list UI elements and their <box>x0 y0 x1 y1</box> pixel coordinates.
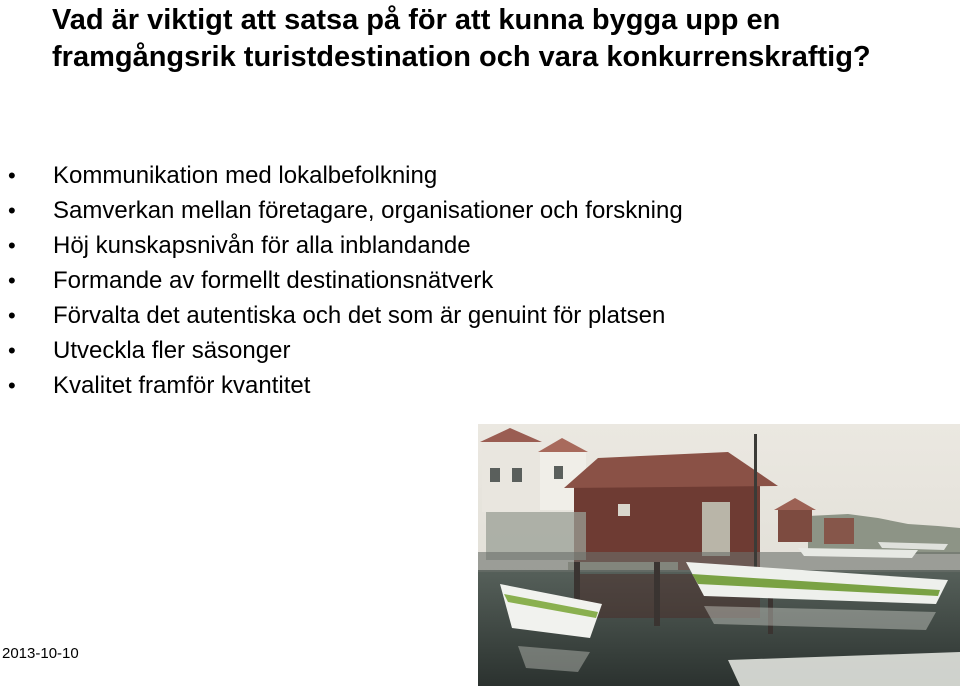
bullet-item <box>0 337 720 365</box>
bullet-text: Höj kunskapsnivån för alla inblandande <box>53 232 471 259</box>
harbor-photo <box>478 424 960 686</box>
bullet-item <box>0 267 720 295</box>
bullet-text: Förvalta det autentiska och det som är genuint för platsen <box>53 302 666 329</box>
bullet-item <box>0 232 720 260</box>
bullet-dot-icon: • <box>8 338 16 363</box>
bullet-text: Samverkan mellan företagare, organisationer och forskning <box>53 197 683 224</box>
bullet-text: Kommunikation med lokalbefolkning <box>53 162 438 189</box>
bullet-dot-icon: • <box>8 303 16 328</box>
bullet-item <box>0 372 720 400</box>
bullet-dot-icon: • <box>8 268 16 293</box>
bullet-dot-icon: • <box>8 233 16 258</box>
bullet-dot-icon: • <box>8 373 16 398</box>
bullet-dot-icon: • <box>8 163 16 188</box>
bullet-text: Utveckla fler säsonger <box>53 337 291 364</box>
bullet-dot-icon: • <box>8 198 16 223</box>
slide-title: Vad är viktigt att satsa på för att kunna bygga upp en framgångsrik turistdestination och vara konkurrenskraftig? <box>52 4 871 73</box>
bullet-item <box>0 302 720 330</box>
bullet-item <box>0 197 720 225</box>
bullet-text: Formande av formellt destinationsnätverk <box>53 267 494 294</box>
slide-date: 2013-10-10 <box>2 645 79 662</box>
bullet-item <box>0 162 720 190</box>
bullet-list <box>0 162 720 407</box>
bullet-text: Kvalitet framför kvantitet <box>53 372 311 399</box>
